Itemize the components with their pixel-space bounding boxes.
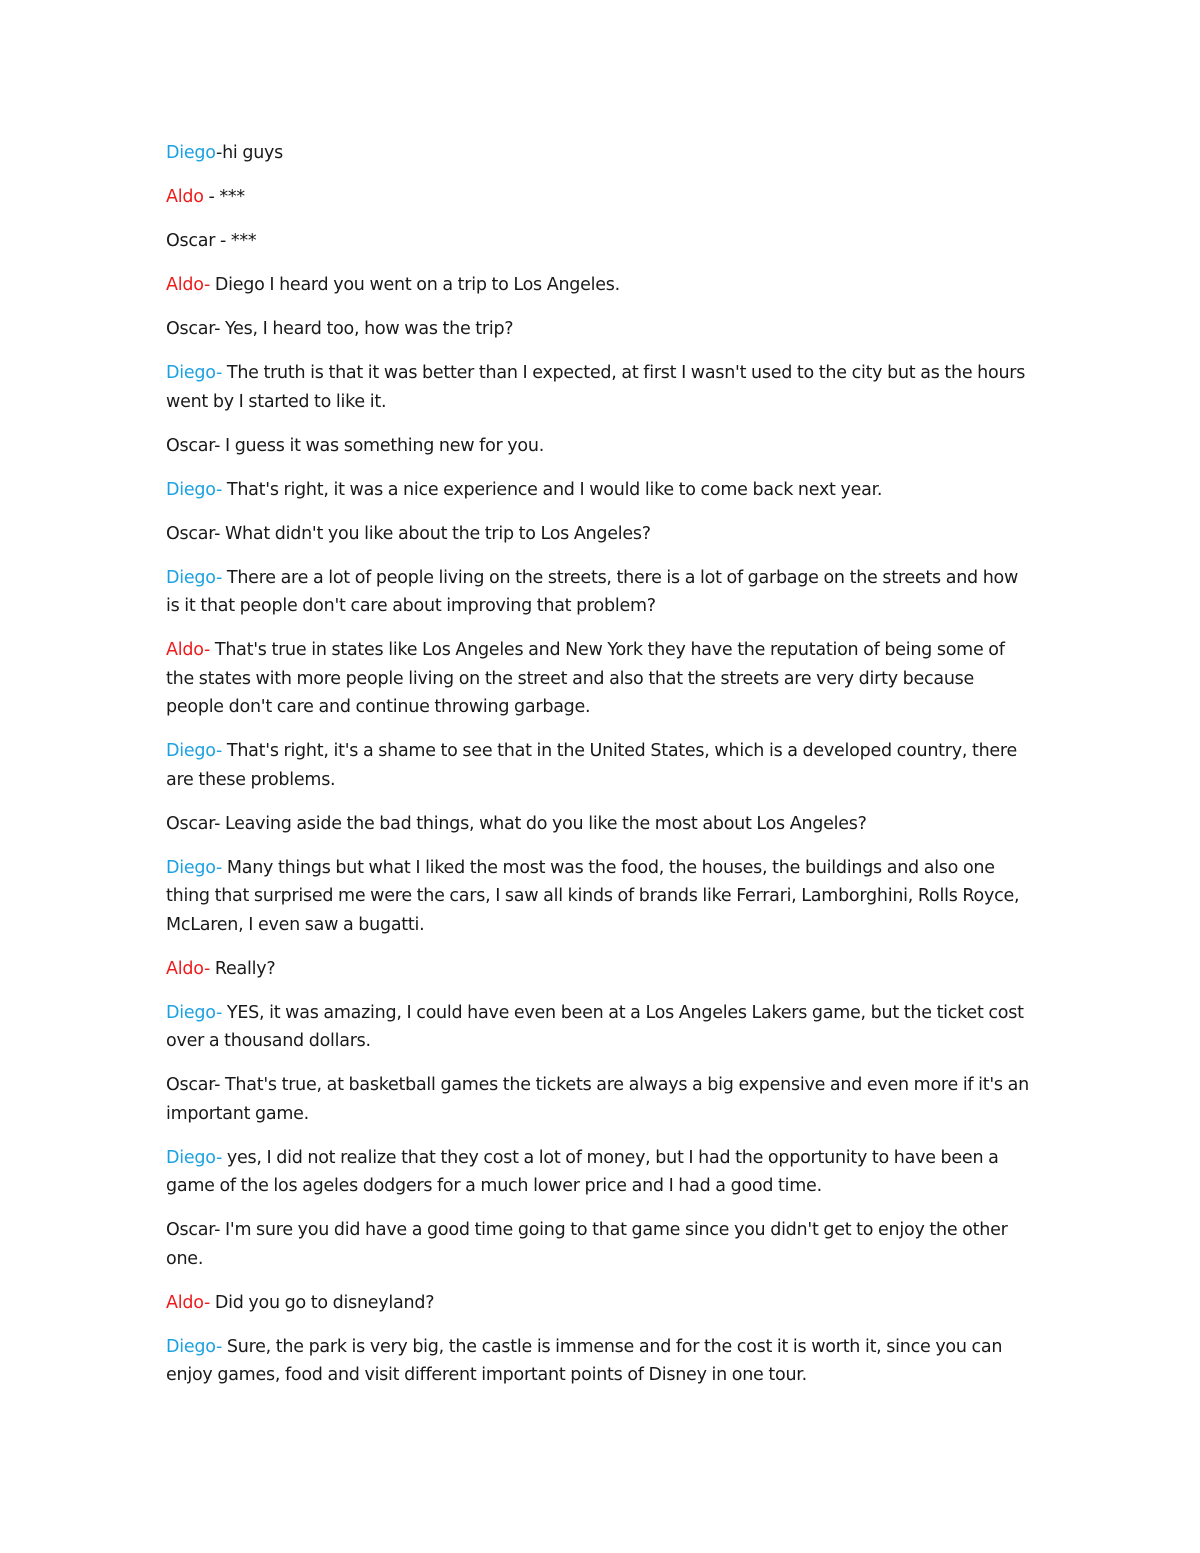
speaker-name: Oscar [166, 1075, 215, 1095]
speaker-separator: - [216, 741, 227, 761]
dialogue-line [166, 636, 1036, 722]
speaker-separator: - [214, 319, 225, 339]
speaker-separator: - [216, 363, 227, 383]
dialogue-line [166, 564, 1036, 621]
speaker-name: Oscar [166, 1220, 215, 1240]
speaker-separator: - [214, 523, 225, 544]
speaker-separator: - [203, 1292, 215, 1313]
speaker-separator: - [203, 275, 215, 295]
dialogue-text: Did you go to disneyland? [214, 1292, 435, 1313]
speaker-name: Diego [166, 363, 216, 383]
speaker-name: Diego [166, 479, 216, 500]
dialogue-line [166, 955, 1036, 984]
dialogue-text: What didn't you like about the trip to Los Angeles? [224, 523, 651, 544]
dialogue-text: Really? [214, 958, 276, 979]
speaker-name: Diego [166, 567, 216, 588]
dialogue-line [166, 227, 1036, 256]
dialogue-text: I guess it was something new for you. [224, 435, 545, 456]
dialogue-text: Leaving aside the bad things, what do you like the most about Los Angeles? [224, 813, 867, 834]
speaker-separator: - [203, 958, 215, 979]
speaker-separator: - [216, 1147, 227, 1168]
dialogue-text: Many things but what I liked the most was the food, the houses, the buildings and also one thing that surprised me were the cars, I saw all kinds of brands like Ferrari, Lamborghini, Rolls Royce, McLaren, I even saw a bugatti. [166, 857, 1020, 935]
speaker-separator: - [214, 435, 225, 456]
dialogue-text: That's right, it's a shame to see that in the United States, which is a developed country, there are these problems. [166, 741, 1018, 790]
dialogue-text: That's true in states like Los Angeles and New York they have the reputation of being some of the states with more people living on the street and also that the streets are very dirty because people don't care and continue throwing garbage. [166, 640, 1005, 717]
speaker-separator: - [216, 143, 223, 163]
dialogue-line [166, 1144, 1036, 1201]
dialogue-line [166, 271, 1036, 300]
speaker-separator: - [214, 1075, 225, 1095]
dialogue-line [166, 1071, 1036, 1128]
speaker-name: Diego [166, 857, 216, 878]
dialogue-text: yes, I did not realize that they cost a lot of money, but I had the opportunity to have been a game of the los ageles dodgers for a much lower price and I had a good time. [166, 1147, 999, 1196]
dialogue-line [166, 520, 1036, 549]
dialogue-text: I'm sure you did have a good time going to that game since you didn't get to enjoy the other one. [166, 1220, 1008, 1269]
speaker-name: Aldo [166, 275, 204, 295]
dialogue-text: That's true, at basketball games the tickets are always a big expensive and even more if it's an important game. [166, 1075, 1029, 1124]
speaker-name: Diego [166, 1147, 216, 1168]
speaker-name: Aldo [166, 640, 204, 660]
dialogue-line [166, 315, 1036, 344]
speaker-separator: - [216, 567, 227, 588]
speaker-name: Diego [166, 1002, 216, 1023]
speaker-separator: - [216, 1336, 227, 1357]
dialogue-text: That's right, it was a nice experience and I would like to come back next year. [226, 479, 883, 500]
speaker-separator: - [214, 813, 225, 834]
speaker-name: Diego [166, 1336, 216, 1357]
dialogue-line [166, 139, 1036, 168]
speaker-separator: - [214, 1220, 225, 1240]
speaker-name: Aldo [166, 187, 204, 207]
dialogue-text: The truth is that it was better than I expected, at first I wasn't used to the city but as the hours went by I started to like it. [166, 363, 1026, 412]
dialogue-line [166, 1289, 1036, 1318]
speaker-name: Oscar [166, 319, 215, 339]
dialogue-text: YES, it was amazing, I could have even been at a Los Angeles Lakers game, but the ticket cost over a thousand dollars. [166, 1002, 1024, 1051]
dialogue-line [166, 359, 1036, 416]
dialogue-line [166, 432, 1036, 461]
dialogue-line [166, 810, 1036, 839]
speaker-separator: - [216, 1002, 227, 1023]
speaker-separator: - [203, 187, 220, 207]
dialogue-line [166, 1333, 1036, 1390]
speaker-separator: - [216, 479, 227, 500]
speaker-separator: - [216, 857, 227, 878]
dialogue-line [166, 183, 1036, 212]
speaker-name: Diego [166, 741, 216, 761]
dialogue-line [166, 737, 1036, 794]
speaker-name: Oscar [166, 813, 215, 834]
dialogue-text: hi guys [222, 143, 284, 163]
dialogue-line [166, 854, 1036, 940]
dialogue-text: *** [219, 187, 245, 207]
dialogue-line [166, 1216, 1036, 1273]
speaker-name: Diego [166, 143, 216, 163]
speaker-separator: - [203, 640, 215, 660]
dialogue-text: Sure, the park is very big, the castle is immense and for the cost it is worth it, since you can enjoy games, food and visit different important points of Disney in one tour. [166, 1336, 1003, 1385]
dialogue-text: There are a lot of people living on the streets, there is a lot of garbage on the streets and how is it that people don't care about improving that problem? [166, 567, 1019, 616]
dialogue-text: *** [230, 231, 257, 251]
speaker-separator: - [215, 231, 231, 251]
speaker-name: Oscar [166, 435, 215, 456]
document-page [166, 139, 1036, 1405]
speaker-name: Aldo [166, 1292, 204, 1313]
dialogue-text: Yes, I heard too, how was the trip? [224, 319, 514, 339]
speaker-name: Aldo [166, 958, 204, 979]
dialogue-line [166, 999, 1036, 1056]
dialogue-line [166, 476, 1036, 505]
speaker-name: Oscar [166, 231, 216, 251]
dialogue-text: Diego I heard you went on a trip to Los Angeles. [214, 275, 620, 295]
speaker-name: Oscar [166, 523, 215, 544]
